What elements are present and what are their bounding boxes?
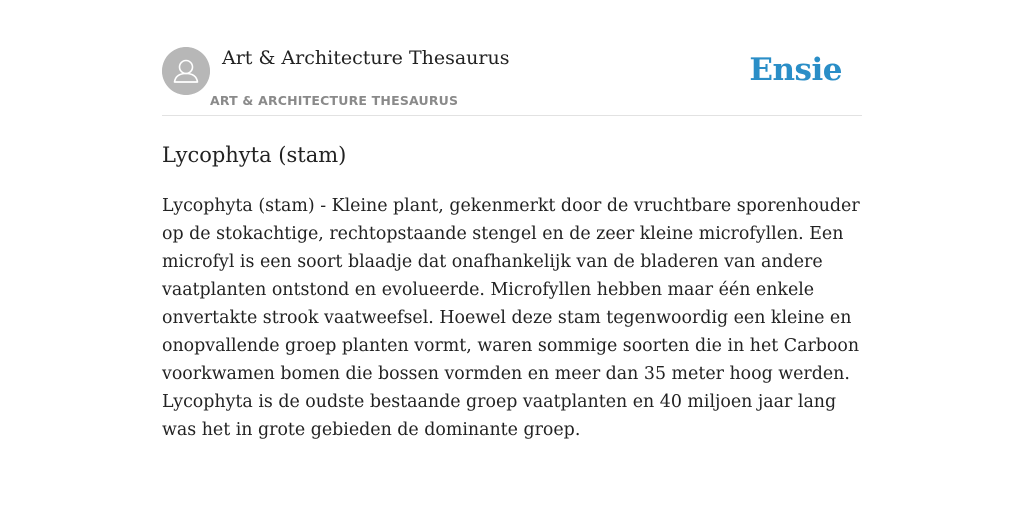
entry-card: [162, 0, 862, 440]
entry-title: Lycophyta (stam): [162, 143, 347, 167]
user-avatar-icon[interactable]: [162, 47, 210, 95]
entry-body: Lycophyta (stam) - Kleine plant, gekenmerkt door de vruchtbare sporenhouder op de stokachtige, rechtopstaande stengel en de zeer kleine microfyllen. Een microfyl is een soort blaadje dat onafhankelijk van de bladeren van andere vaatplanten ontstond en evolueerde. Microfyllen hebben maar één enkele onvertakte strook vaatweefsel. Hoewel deze stam tegenwoordig een kleine en onopvallende groep planten vormt, waren sommige soorten die in het Carboon voorkwamen bomen die bossen vormden en meer dan 35 meter hoog werden. Lycophyta is de oudste bestaande groep vaatplanten en 40 miljoen jaar lang was het in grote gebieden de dominante groep.: [162, 196, 860, 440]
source-title[interactable]: Art & Architecture Thesaurus: [222, 47, 510, 69]
brand-logo[interactable]: Ensie: [749, 52, 842, 88]
source-subtitle[interactable]: ART & ARCHITECTURE THESAURUS: [210, 93, 459, 108]
source-header: [162, 0, 862, 116]
